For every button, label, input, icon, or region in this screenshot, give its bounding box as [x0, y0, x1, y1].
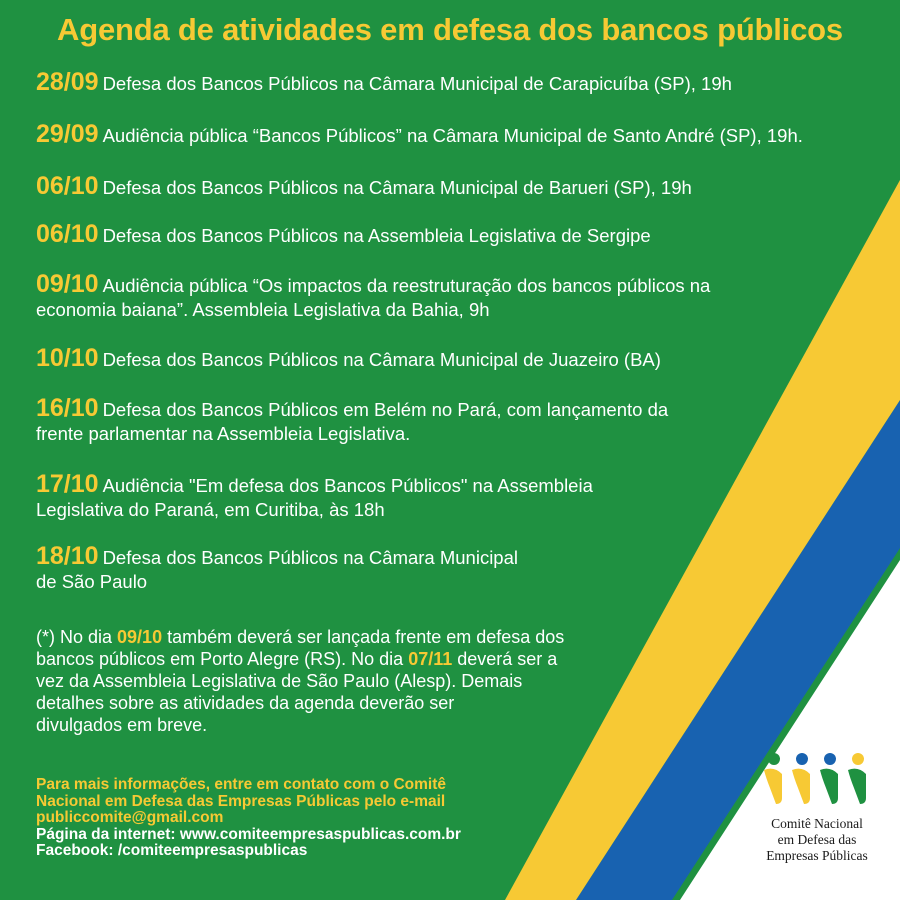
note-text: bancos públicos em Porto Alegre (RS). No dia [36, 649, 409, 669]
event-date: 06/10 [36, 172, 99, 200]
note-text: também deverá ser lançada frente em defesa dos [162, 627, 565, 647]
event-date: 10/10 [36, 344, 99, 372]
page-title: Agenda de atividades em defesa dos bancos públicos [57, 12, 843, 47]
note-text: detalhes sobre as atividades da agenda deverão ser [36, 693, 455, 713]
event-date: 09/10 [36, 270, 99, 298]
note-text: deverá ser a [452, 649, 558, 669]
event-item [36, 346, 661, 372]
note-text: divulgados em breve. [36, 715, 208, 735]
event-text: economia baiana”. Assembleia Legislativa da Bahia, 9h [36, 299, 490, 320]
contact-facebook[interactable]: Facebook: /comiteempresaspublicas [36, 842, 308, 859]
event-text: frente parlamentar na Assembleia Legislativa. [36, 423, 411, 444]
event-date: 06/10 [36, 220, 99, 248]
event-text: Defesa dos Bancos Públicos em Belém no Pará, com lançamento da [102, 399, 669, 420]
logo-line: Comitê Nacional [771, 816, 863, 831]
contact-website[interactable]: Página da internet: www.comiteempresaspublicas.com.br [36, 825, 461, 843]
event-item [36, 222, 651, 248]
event-item [36, 544, 518, 594]
event-item [36, 174, 692, 200]
logo-line: em Defesa das [777, 832, 857, 847]
logo-text [752, 816, 882, 864]
event-text: Legislativa do Paraná, em Curitiba, às 18h [36, 499, 385, 520]
event-text: de São Paulo [36, 571, 148, 592]
contact-info [36, 777, 596, 860]
event-text: Defesa dos Bancos Públicos na Câmara Municipal [102, 547, 518, 568]
footnote [36, 626, 636, 736]
logo-line: Empresas Públicas [766, 848, 868, 863]
people-logo-icon [760, 748, 872, 810]
event-text: Defesa dos Bancos Públicos na Câmara Municipal de Juazeiro (BA) [102, 349, 661, 370]
note-text: (*) No dia [36, 627, 118, 647]
event-item [36, 272, 710, 322]
contact-line: Nacional em Defesa das Empresas Públicas pelo e-mail [36, 792, 446, 810]
event-item [36, 396, 668, 446]
contact-line: Para mais informações, entre em contato com o Comitê [36, 776, 447, 793]
event-item [36, 70, 732, 96]
event-date: 28/09 [36, 68, 99, 96]
event-date: 18/10 [36, 542, 99, 570]
note-date: 07/11 [408, 649, 453, 669]
event-item [36, 472, 593, 522]
note-date: 09/10 [117, 627, 163, 647]
event-date: 17/10 [36, 470, 99, 498]
contact-email[interactable]: publiccomite@gmail.com [36, 809, 224, 826]
event-text: Audiência pública “Os impactos da reestruturação dos bancos públicos na [102, 275, 711, 296]
event-text: Defesa dos Bancos Públicos na Câmara Municipal de Carapicuíba (SP), 19h [102, 73, 732, 94]
committee-logo [752, 748, 882, 864]
note-text: vez da Assembleia Legislativa de São Paulo (Alesp). Demais [36, 671, 523, 691]
event-text: Defesa dos Bancos Públicos na Assembleia Legislativa de Sergipe [102, 225, 651, 246]
event-date: 16/10 [36, 394, 99, 422]
event-text: Audiência "Em defesa dos Bancos Públicos" na Assembleia [102, 475, 593, 496]
event-date: 29/09 [36, 120, 99, 148]
event-text: Defesa dos Bancos Públicos na Câmara Municipal de Barueri (SP), 19h [102, 177, 692, 198]
event-item [36, 122, 803, 148]
event-text: Audiência pública “Bancos Públicos” na Câmara Municipal de Santo André (SP), 19h. [102, 125, 803, 146]
